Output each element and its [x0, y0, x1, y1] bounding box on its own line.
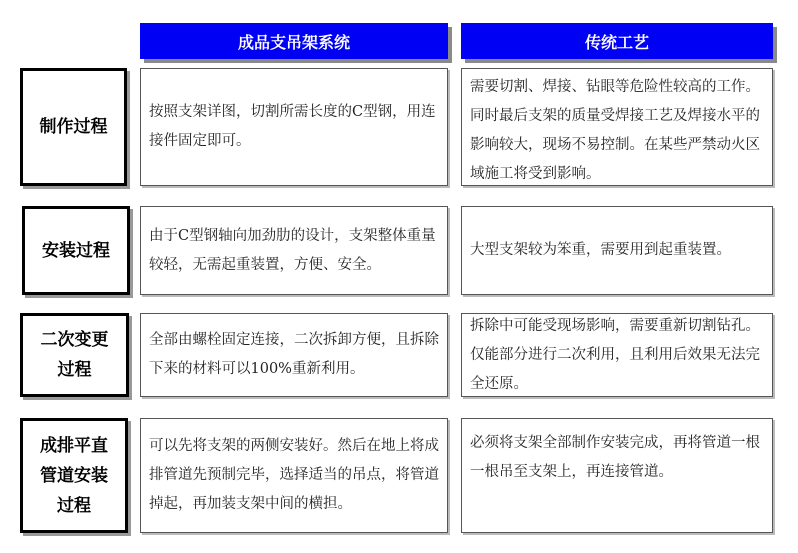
header-traditional: 传统工艺: [461, 23, 773, 59]
cell-product-secondary-change: [140, 313, 448, 397]
header-product-system: 成品支吊架系统: [140, 23, 448, 59]
cell-text: 拆除中可能受现场影响，需要重新切割钻孔。仅能部分进行二次利用，且利用后效果无法完全还原。: [470, 317, 760, 392]
cell-text: 可以先将支架的两侧安装好。然后在地上将成排管道先预制完毕，选择适当的吊点，将管道掉起，再加装支架中间的横担。: [149, 438, 439, 512]
cell-text: 大型支架较为笨重，需要用到起重装置。: [470, 242, 731, 258]
cell-text: 按照支架详图，切割所需长度的C型钢，用连接件固定即可。: [149, 104, 436, 149]
row-label-installation: 安装过程: [22, 206, 130, 295]
cell-traditional-fabrication: [461, 68, 773, 186]
cell-traditional-installation: [461, 206, 773, 295]
cell-text: 必须将支架全部制作安装完成，再将管道一根一根吊至支架上，再连接管道。: [470, 435, 760, 480]
cell-traditional-pipe-installation: [461, 418, 773, 533]
row-label-pipe-installation: 成排平直管道安装过程: [20, 418, 128, 533]
cell-product-fabrication: [140, 68, 448, 186]
cell-product-installation: [140, 206, 448, 295]
row-label-secondary-change: 二次变更过程: [20, 313, 129, 397]
cell-text: 由于C型钢轴向加劲肋的设计，支架整体重量较轻，无需起重装置，方便、安全。: [149, 227, 436, 273]
cell-product-pipe-installation: [140, 418, 448, 533]
row-label-fabrication: 制作过程: [20, 68, 127, 186]
cell-text: 需要切割、焊接、钻眼等危险性较高的工作。同时最后支架的质量受焊接工艺及焊接水平的影响较大，现场不易控制。在某些严禁动火区域施工将受到影响。: [470, 79, 760, 182]
cell-text: 全部由螺栓固定连接，二次拆卸方便，且拆除下来的材料可以100%重新利用。: [149, 332, 439, 377]
cell-traditional-secondary-change: [461, 313, 773, 397]
